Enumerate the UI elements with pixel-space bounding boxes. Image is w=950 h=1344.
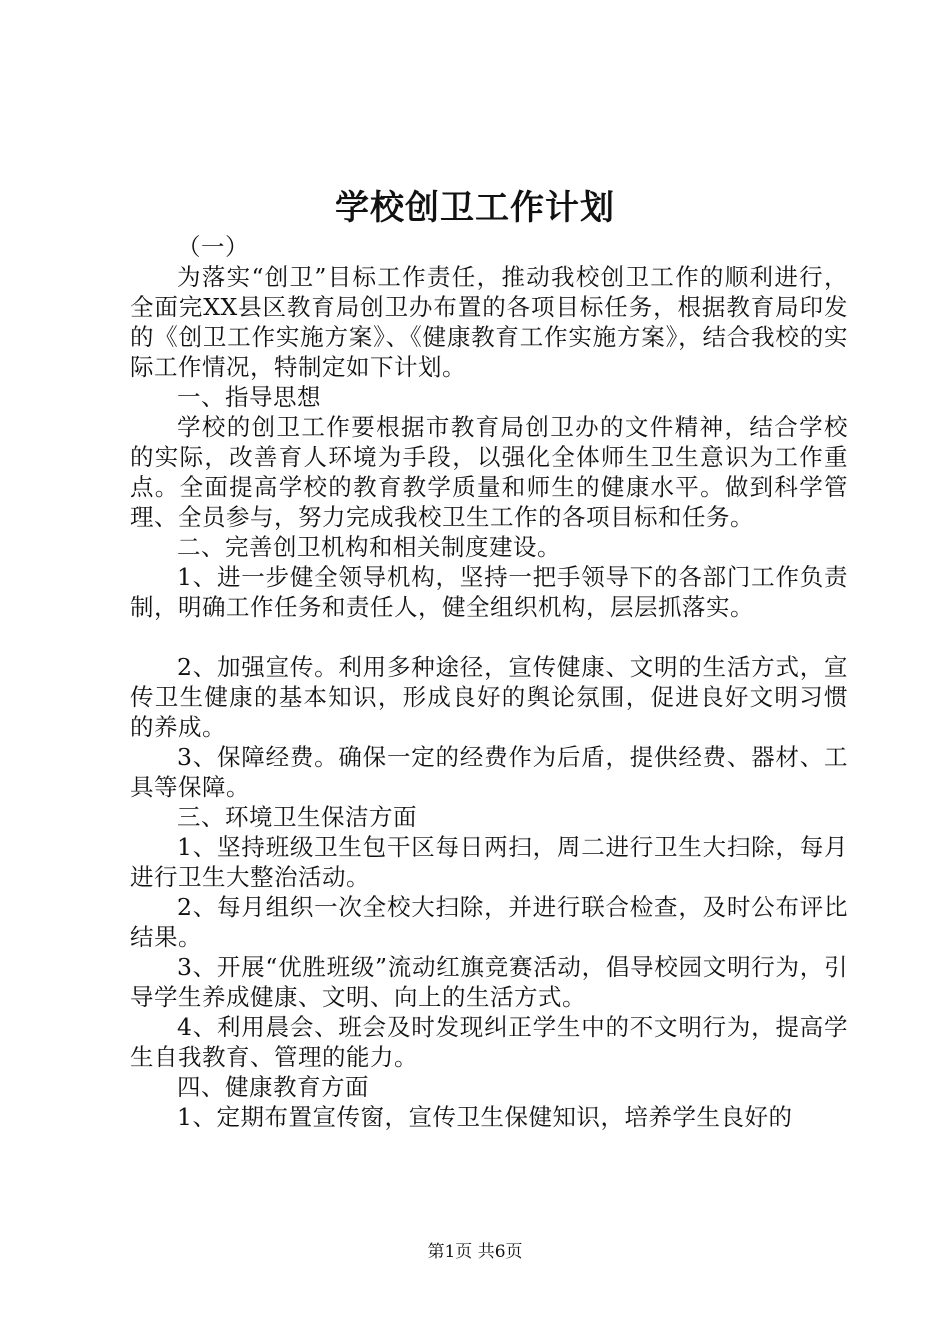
paragraph-environment-3: 3、开展“优胜班级”流动红旗竞赛活动，倡导校园文明行为，引导学生养成健康、文明、向上的生活方式。 — [130, 953, 848, 1011]
paragraph-health-education-1: 1、定期布置宣传窗，宣传卫生保健知识，培养学生良好的 — [177, 1103, 793, 1131]
heading-organization: 二、完善创卫机构和相关制度建设。 — [177, 533, 561, 561]
blank-line — [130, 622, 848, 652]
paragraph-organization-3: 3、保障经费。确保一定的经费作为后盾，提供经费、器材、工具等保障。 — [130, 743, 848, 801]
heading-guiding-ideology: 一、指导思想 — [177, 383, 321, 411]
paragraph-intro: 为落实“创卫”目标工作责任，推动我校创卫工作的顺利进行，全面完XX县区教育局创卫办布置的各项目标任务，根据教育局印发的《创卫工作实施方案》、《健康教育工作实施方案》，结合我校的实际工作情况，特制定如下计划。 — [130, 263, 848, 381]
paragraph-environment-1: 1、坚持班级卫生包干区每日两扫，周二进行卫生大扫除，每月进行卫生大整治活动。 — [130, 833, 848, 891]
paragraph-environment-2: 2、每月组织一次全校大扫除，并进行联合检查，及时公布评比结果。 — [130, 893, 848, 951]
document-title: 学校创卫工作计划 — [335, 188, 615, 228]
page-number-footer: 第1页 共6页 — [427, 1242, 523, 1262]
heading-environment: 三、环境卫生保洁方面 — [177, 803, 417, 831]
paragraph-environment-4: 4、利用晨会、班会及时发现纠正学生中的不文明行为，提高学生自我教育、管理的能力。 — [130, 1013, 848, 1071]
paragraph-organization-2: 2、加强宣传。利用多种途径，宣传健康、文明的生活方式，宣传卫生健康的基本知识，形成良好的舆论氛围，促进良好文明习惯的养成。 — [130, 653, 848, 741]
paragraph-guiding-ideology: 学校的创卫工作要根据市教育局创卫办的文件精神，结合学校的实际，改善育人环境为手段，以强化全体师生卫生意识为工作重点。全面提高学校的教育教学质量和师生的健康水平。做到科学管理、全员参与，努力完成我校卫生工作的各项目标和任务。 — [130, 413, 848, 531]
paragraph-section-label: （一） — [177, 233, 249, 261]
paragraph-organization-1: 1、进一步健全领导机构，坚持一把手领导下的各部门工作负责制，明确工作任务和责任人，健全组织机构，层层抓落实。 — [130, 563, 848, 621]
heading-health-education: 四、健康教育方面 — [177, 1073, 369, 1101]
document-body — [130, 232, 848, 1132]
